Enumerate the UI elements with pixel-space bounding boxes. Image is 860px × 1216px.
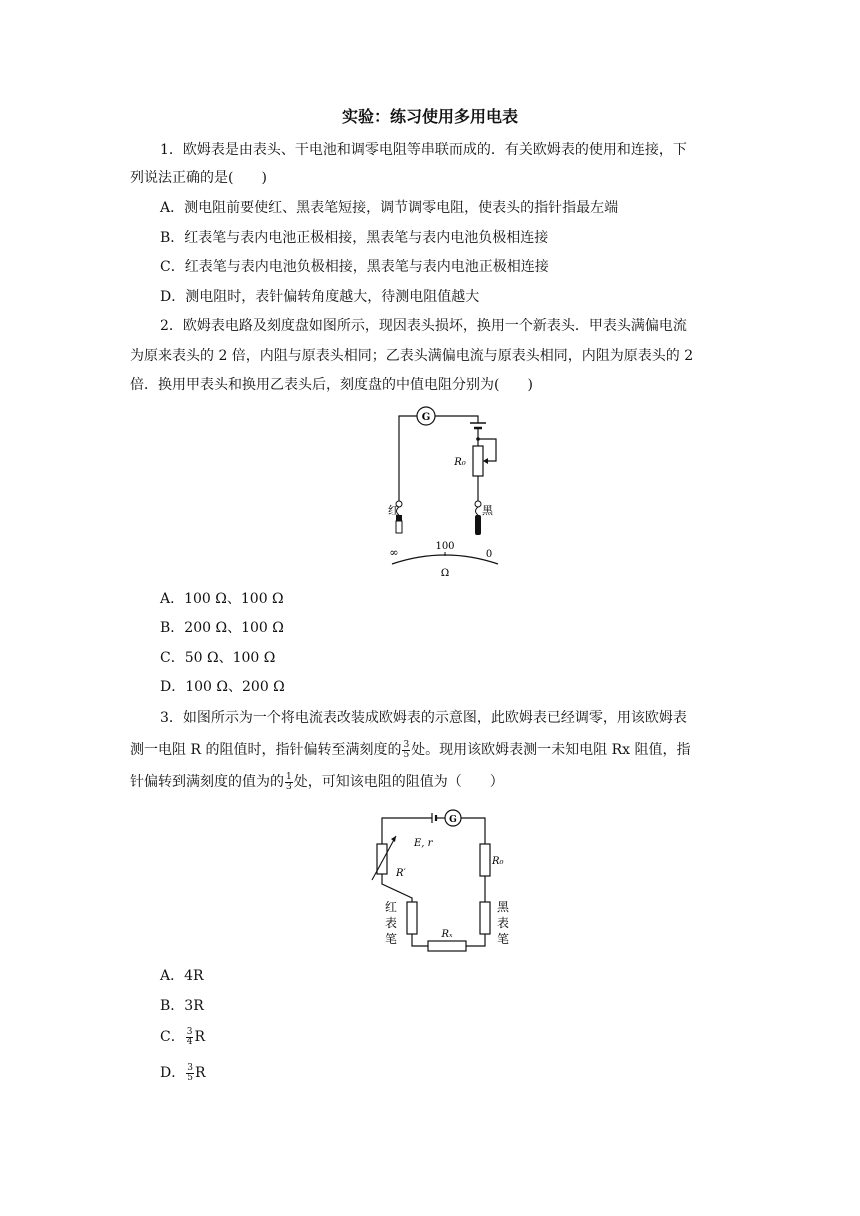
black-probe-char-2: 表 (497, 916, 510, 930)
galvanometer-label: G (421, 412, 431, 423)
q3-stem-line2-text-a: 测一电阻 R 的阻值时，指针偏转至满刻度的 (130, 742, 402, 758)
q1-option-d: D．测电阻时，表针偏转角度越大，待测电阻值越大 (160, 289, 480, 305)
black-probe-char-3: 笔 (497, 932, 510, 946)
fraction-denominator: 3 (286, 781, 292, 792)
fraction-numerator: 3 (187, 1062, 193, 1073)
q3-option-b: B．3R (160, 998, 204, 1014)
q3-option-d (160, 1063, 206, 1083)
red-probe-body (407, 902, 417, 934)
q3-stem-line1: 3．如图所示为一个将电流表改装成欧姆表的示意图，此欧姆表已经调零，用该欧姆表 (160, 710, 687, 726)
ohmmeter-circuit-figure (386, 401, 504, 579)
fraction-denominator: 5 (187, 1072, 193, 1083)
dial-unit-label: Ω (440, 568, 450, 579)
q3-option-c-prefix: C． (160, 1029, 185, 1045)
q3-stem-line2-text-b: 处。现用该欧姆表测一未知电阻 Rx 阻值，指 (411, 742, 691, 758)
r0-resistor (473, 446, 483, 476)
q3-option-d-prefix: D． (160, 1065, 186, 1081)
q3-stem-line2 (130, 740, 691, 760)
red-probe-body (396, 521, 402, 533)
r0-label: R₀ (454, 457, 466, 468)
q2-option-b: B．200 Ω、100 Ω (160, 620, 284, 636)
fraction-denominator: 5 (403, 749, 410, 760)
r0-resistor (480, 844, 490, 876)
galvanometer-label: G (449, 815, 457, 825)
fraction-numerator: 1 (286, 771, 292, 782)
rheostat-resistor (377, 844, 387, 874)
q3-fraction-one-third (285, 773, 293, 792)
black-probe-body (475, 515, 481, 535)
rheostat-label: R′ (396, 868, 406, 879)
q3-option-c (160, 1027, 205, 1047)
q2-option-a: A．100 Ω、100 Ω (160, 591, 284, 607)
q2-stem-line2: 为原来表头的 2 倍，内阻与原表头相同；乙表头满偏电流与原表头相同，内阻为原表头的 2 (130, 348, 694, 364)
q1-stem-line1: 1．欧姆表是由表头、干电池和调零电阻等串联而成的．有关欧姆表的使用和连接，下 (160, 142, 687, 158)
rx-resistor (428, 941, 466, 951)
q2-stem-line3: 倍．换用甲表头和换用乙表头后，刻度盘的中值电阻分别为( ) (130, 377, 533, 393)
q1-stem-line2: 列说法正确的是( ) (130, 170, 267, 186)
ammeter-to-ohmmeter-figure (370, 806, 520, 956)
red-probe-char-3: 笔 (385, 932, 398, 946)
q3-option-c-fraction (186, 1028, 194, 1047)
black-probe-label: 黑 (482, 504, 493, 517)
q1-option-b: B．红表笔与表内电池正极相接，黑表笔与表内电池负极相连接 (160, 230, 549, 246)
red-probe-label: 红 (388, 504, 399, 517)
q3-option-d-fraction (186, 1064, 194, 1083)
q1-option-c: C．红表笔与表内电池负极相接，黑表笔与表内电池正极相连接 (160, 259, 549, 275)
q3-option-d-suffix: R (194, 1065, 206, 1081)
q3-option-c-suffix: R (194, 1029, 205, 1045)
dial-infinity-label: ∞ (389, 546, 399, 559)
q3-stem-line3-text-a: 针偏转到满刻度的值为的 (130, 774, 284, 790)
fraction-numerator: 3 (186, 1026, 193, 1037)
q3-option-a: A．4R (160, 968, 204, 984)
q2-option-d: D．100 Ω、200 Ω (160, 679, 285, 695)
source-label: E, r (414, 838, 433, 849)
red-probe-char-2: 表 (385, 916, 398, 930)
page-title: 实验：练习使用多用电表 (341, 107, 518, 126)
q3-fraction-three-fifths (402, 741, 410, 760)
q2-option-c: C．50 Ω、100 Ω (160, 650, 276, 666)
fraction-denominator: 4 (186, 1036, 193, 1047)
q3-stem-line3 (130, 772, 504, 792)
dial-mid-label: 100 (435, 541, 455, 552)
black-probe-char-1: 黑 (497, 900, 510, 914)
black-probe-connector (475, 501, 481, 507)
fraction-numerator: 3 (403, 739, 410, 750)
red-probe-char-1: 红 (385, 900, 398, 914)
q2-stem-line1: 2．欧姆表电路及刻度盘如图所示，现因表头损坏，换用一个新表头．甲表头满偏电流 (160, 318, 687, 334)
q1-option-a: A．测电阻前要使红、黑表笔短接，调节调零电阻，使表头的指针指最左端 (160, 200, 619, 216)
black-probe-body (480, 902, 490, 934)
dial-zero-label: 0 (485, 549, 493, 560)
rx-label: Rₓ (441, 929, 453, 940)
q3-stem-line3-text-b: 处，可知该电阻的阻值为（ ） (293, 774, 504, 790)
r0-label: R₀ (492, 856, 504, 867)
